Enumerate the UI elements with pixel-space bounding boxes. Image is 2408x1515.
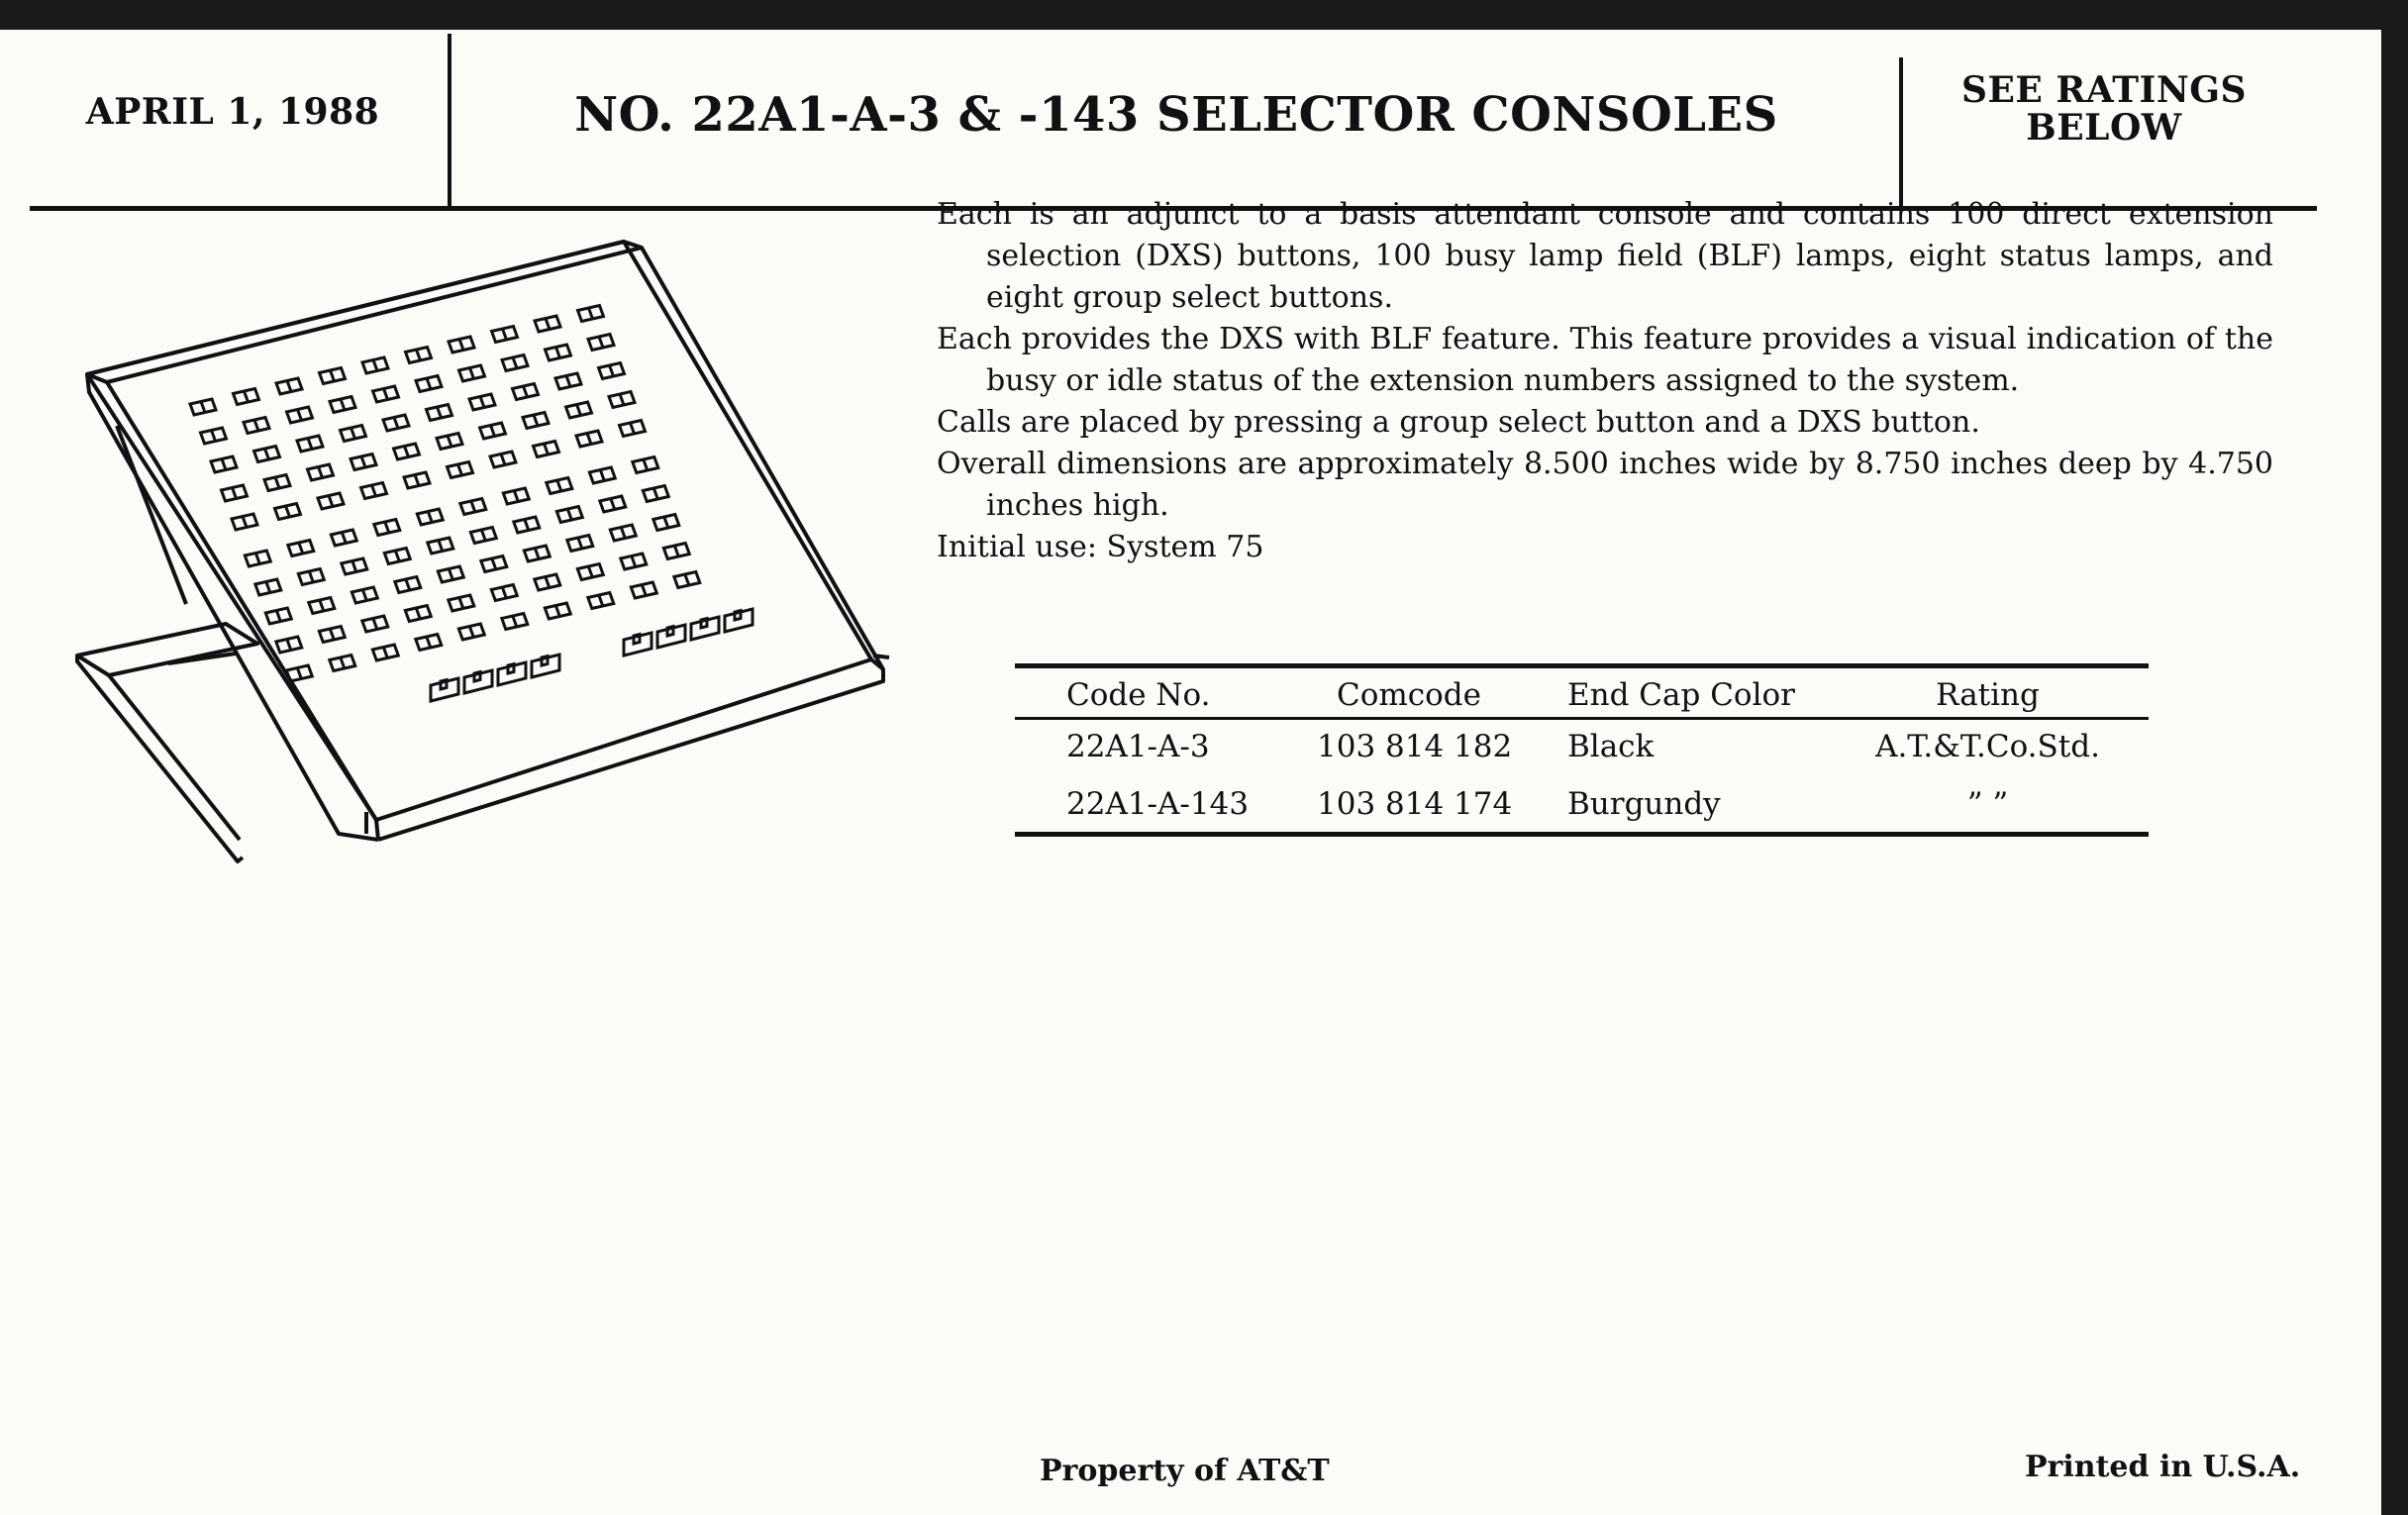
dxs-button (503, 488, 529, 504)
dxs-button (610, 525, 636, 541)
footer-property: Property of AT&T (1040, 1454, 1330, 1488)
dxs-button (308, 464, 334, 480)
description-paragraph-3: Calls are placed by pressing a group select button and a DXS button. (937, 405, 1980, 440)
dxs-button (631, 582, 656, 598)
dxs-button (232, 514, 257, 530)
dxs-button (437, 434, 462, 450)
dxs-button (372, 645, 398, 660)
dxs-button (633, 457, 658, 473)
dxs-button (470, 528, 496, 544)
group-select-button (657, 625, 685, 648)
ratings-line-2: BELOW (2026, 107, 2182, 149)
dxs-button (577, 564, 603, 580)
cell-code: 22A1-A-143 (1066, 786, 1250, 822)
header-ratings-note (1906, 71, 2302, 147)
dxs-button (374, 520, 400, 536)
column-header-rating: Rating (1936, 677, 2040, 713)
dxs-button (556, 507, 582, 523)
dxs-button (514, 517, 540, 533)
dxs-button (361, 483, 387, 499)
dxs-button (643, 486, 668, 502)
dxs-button (190, 399, 216, 415)
description-paragraph-1: Each is an adjunct to a basis attendant console and contains 100 direct extension selection (DXS) buttons, 100 busy lamp field (BLF) lamps, eight status lamps, and eight group select buttons. (937, 197, 2273, 315)
dxs-button (404, 472, 430, 488)
dxs-button (523, 413, 549, 429)
dxs-button (254, 447, 280, 462)
dxs-button (428, 538, 453, 554)
dxs-button (459, 365, 485, 381)
dxs-button (621, 554, 647, 569)
dxs-button (567, 536, 593, 552)
dxs-button (331, 530, 356, 546)
description-paragraph-4: Overall dimensions are approximately 8.500 inches wide by 8.750 inches deep by 4.750 inches high. (937, 447, 2273, 523)
dxs-button (286, 665, 312, 681)
cell-end-cap-color: Burgundy (1567, 786, 1721, 822)
dxs-button (449, 595, 474, 611)
dxs-button (448, 462, 473, 478)
header-date: APRIL 1, 1988 (85, 91, 380, 133)
dxs-button (545, 603, 570, 619)
dxs-button (460, 499, 486, 515)
dxs-button (320, 368, 346, 384)
cell-code: 22A1-A-3 (1066, 729, 1210, 764)
dxs-button (395, 577, 421, 593)
dxs-button-grid (190, 306, 700, 682)
dxs-button (458, 624, 484, 640)
dxs-button (330, 656, 355, 671)
dxs-button (589, 467, 615, 483)
dxs-button (620, 421, 646, 437)
dxs-button (264, 475, 290, 491)
dxs-button (276, 378, 302, 394)
dxs-button (245, 551, 270, 566)
dxs-button (663, 544, 689, 559)
dxs-button (384, 549, 410, 564)
group-select-button (624, 633, 652, 656)
dxs-button (555, 373, 581, 389)
dxs-button (416, 635, 442, 651)
group-select-button (498, 662, 526, 685)
table-header-row (1015, 663, 2149, 719)
dxs-button (287, 407, 313, 423)
ratings-table (1015, 654, 2149, 820)
group-select-button (464, 670, 492, 693)
dxs-button (362, 357, 388, 373)
dxs-button (276, 637, 302, 653)
dxs-button (383, 415, 409, 431)
group-select-button (431, 678, 458, 701)
description-paragraph-5: Initial use: System 75 (937, 530, 1264, 564)
dxs-button (373, 386, 399, 402)
dxs-button (362, 616, 388, 632)
dxs-button (588, 593, 614, 609)
dxs-button (309, 598, 335, 614)
dxs-button (416, 376, 442, 392)
dxs-button (394, 444, 420, 459)
dxs-button (609, 392, 635, 408)
dxs-button (351, 587, 377, 603)
dxs-button (481, 556, 507, 572)
description-paragraph-2: Each provides the DXS with BLF feature. This feature provides a visual indication of the busy or idle status of the extension numbers assigned to the system. (937, 322, 2273, 398)
dxs-button (222, 485, 248, 501)
dxs-button (275, 504, 301, 520)
page-title: NO. 22A1-A-3 & -143 SELECTOR CONSOLES (574, 87, 1778, 143)
dxs-button (265, 608, 291, 624)
cell-comcode: 103 814 182 (1317, 729, 1513, 764)
table-bottom-rule (1015, 832, 2149, 837)
cell-end-cap-color: Black (1567, 729, 1655, 764)
dxs-button (535, 316, 560, 332)
header-divider-right (1899, 57, 1903, 208)
dxs-button (578, 306, 604, 322)
dxs-button (492, 327, 518, 343)
dxs-button (234, 389, 259, 405)
dxs-button (255, 579, 281, 595)
dxs-button (298, 569, 324, 585)
dxs-button (319, 627, 345, 643)
column-header-code: Code No. (1066, 677, 1211, 713)
dxs-button (534, 442, 559, 457)
selector-console-icon (69, 228, 901, 871)
dxs-button (535, 574, 560, 590)
column-header-comcode: Comcode (1337, 677, 1481, 713)
group-select-button (691, 617, 719, 640)
dxs-button (490, 452, 516, 467)
group-select-button (725, 609, 752, 632)
dxs-button (513, 384, 539, 400)
cell-rating: A.T.&T.Co.Std. (1875, 729, 2100, 764)
dxs-button (201, 428, 227, 444)
dxs-button (244, 418, 269, 434)
dxs-button (449, 337, 474, 353)
table-row (1015, 772, 2149, 828)
dxs-button (351, 454, 376, 470)
dxs-button (674, 572, 700, 588)
dxs-button (546, 345, 571, 360)
dxs-button (576, 431, 602, 447)
dxs-button (469, 394, 495, 410)
group-select-button (532, 655, 559, 677)
cell-comcode: 103 814 174 (1317, 786, 1513, 822)
dxs-button (288, 541, 314, 556)
column-header-end-cap-color: End Cap Color (1567, 677, 1795, 713)
dxs-button (599, 363, 625, 379)
header-divider-left (448, 34, 452, 210)
dxs-button (491, 585, 517, 601)
dxs-button (427, 405, 452, 421)
table-row (1015, 715, 2149, 770)
dxs-button (405, 606, 431, 622)
dxs-button (547, 478, 572, 494)
dxs-button (653, 515, 679, 531)
scan-edge (2381, 0, 2408, 1515)
cell-rating: ” ” (1966, 786, 2009, 822)
dxs-button (502, 614, 528, 630)
dxs-button (342, 558, 367, 574)
dxs-button (330, 397, 355, 413)
footer-printed: Printed in U.S.A. (2025, 1450, 2301, 1484)
dxs-button (211, 456, 237, 472)
dxs-button (502, 355, 528, 371)
dxs-button (480, 423, 506, 439)
dxs-button (524, 546, 550, 561)
description (937, 194, 2273, 568)
dxs-button (297, 436, 323, 452)
dxs-button (438, 566, 463, 582)
ratings-line-1: SEE RATINGS (1960, 69, 2248, 111)
dxs-button (566, 402, 592, 418)
dxs-button (417, 509, 443, 525)
dxs-button (600, 496, 626, 512)
dxs-button (318, 493, 344, 509)
dxs-button (406, 348, 432, 363)
dxs-button (341, 426, 366, 442)
dxs-button (588, 335, 614, 351)
